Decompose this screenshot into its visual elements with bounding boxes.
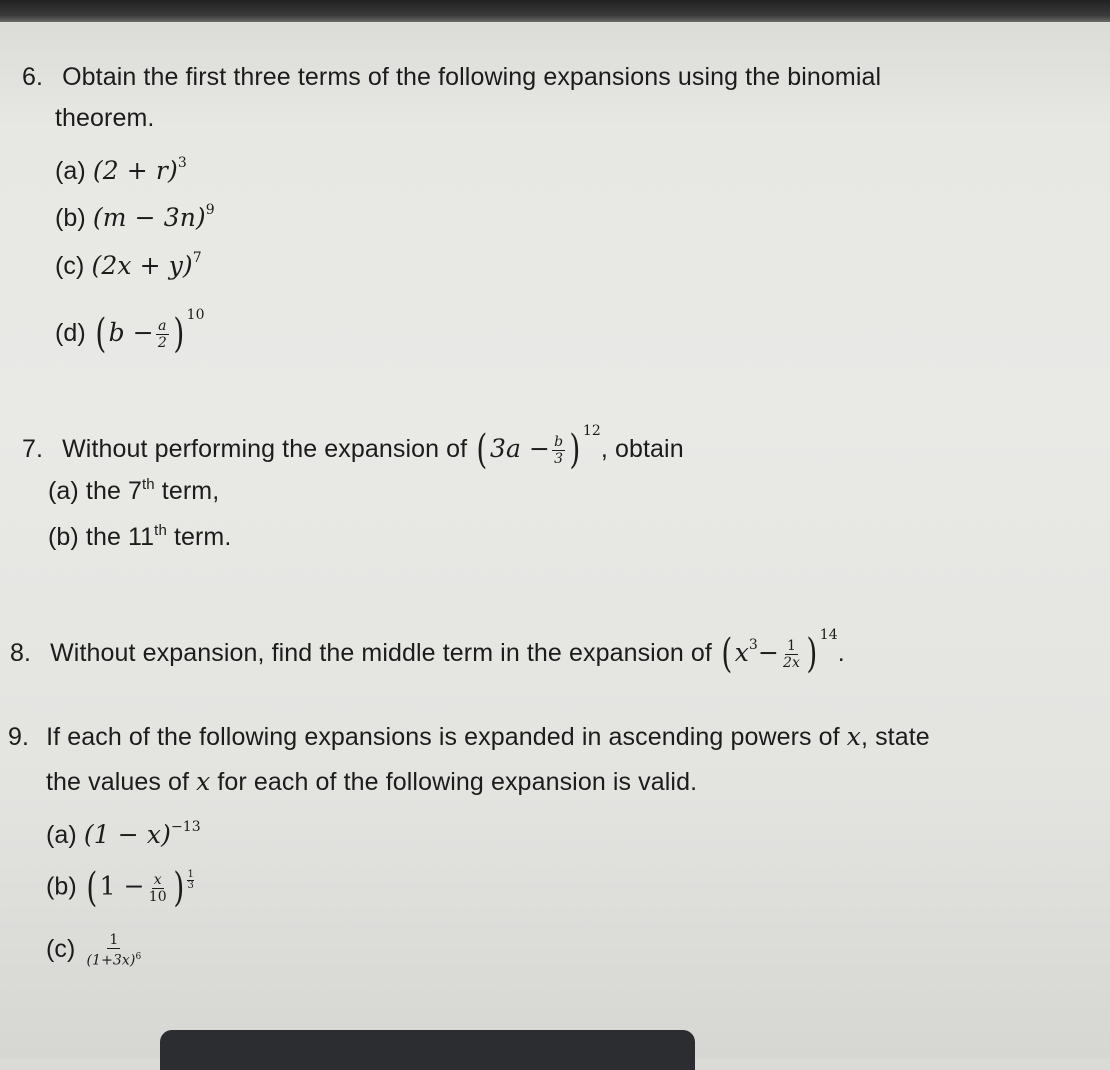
q6-part-c (55, 243, 202, 281)
fraction: $\frac{a}{2}$ (157, 317, 167, 351)
question-number: 6. (22, 63, 44, 91)
question-9-line-2: the values of x for each of the following expansion is valid. (46, 767, 698, 796)
q6-part-b (55, 195, 215, 233)
question-text: Without expansion, find the middle term in the expansion of (50, 639, 712, 667)
expression-base: (2x + y) (91, 251, 193, 280)
q6-part-a (55, 148, 187, 186)
bottom-panel-edge (160, 1030, 695, 1070)
exponent: 9 (205, 202, 215, 218)
fraction: $\frac{b}{3}$ (554, 433, 564, 467)
expression-base: (m − 3n) (92, 203, 206, 232)
q9-part-c: (c) $\frac{1}{(1+3x)^6}$ (46, 932, 142, 969)
part-label: (a) (55, 157, 86, 185)
question-6-line-2: theorem. (55, 104, 155, 132)
fractional-exponent: $\frac{1}{3}$ (187, 868, 194, 891)
part-label: (c) (55, 252, 85, 280)
question-6-line-1 (22, 62, 881, 92)
question-number: 7. (22, 435, 44, 463)
exponent: 7 (192, 250, 202, 266)
question-text: Obtain the first three terms of the following expansions using the binomial (62, 63, 882, 91)
exponent: 12 (582, 423, 601, 439)
exponent: 14 (819, 627, 838, 643)
expression-lead: 3a − (490, 434, 551, 463)
fraction: $\frac{1}{2x}$ (783, 637, 801, 671)
q9-part-a: (a) $(1 - x)^{-13}$ (46, 819, 201, 849)
expression-base: (2 + r) (92, 156, 178, 185)
screen-top-edge (0, 0, 1110, 22)
part-label: (d) (55, 319, 86, 347)
q9-part-b: (b) (1 − $\frac{x}{10}$ ) $\frac{1}{3}$ (46, 865, 194, 911)
question-9-line-1: 9. If each of the following expansions is expanded in ascending powers of x, state (8, 722, 930, 751)
exponent: 3 (177, 155, 187, 171)
part-label: (b) (55, 204, 86, 232)
question-7-line-1: 7. Without performing the expansion of (3a − $\frac{b}{3}$ ) $^{12}$, obtain (22, 423, 684, 474)
question-text-tail: , obtain (600, 435, 684, 463)
q6-part-d: (d) (b − $\frac{a}{2}$ ) $^{10}$ (55, 307, 205, 358)
question-text: Without performing the expansion of (62, 435, 468, 463)
exponent: 10 (186, 307, 205, 323)
expression-lead: b − (108, 318, 154, 347)
question-number: 8. (10, 639, 32, 667)
q7-part-b: (b) the 11th term. (48, 522, 232, 551)
fraction: $\frac{1}{(1+3x)^6}$ (86, 932, 142, 969)
question-8: 8. Without expansion, find the middle term in the expansion of ($x^3-$ $\frac{1}{2x}$ ) $^{14}$. (10, 627, 845, 678)
question-number: 9. (8, 723, 30, 751)
fraction: $\frac{x}{10}$ (148, 871, 167, 905)
expression-lead: x (734, 638, 749, 667)
q7-part-a: (a) the 7th term, (48, 476, 220, 505)
